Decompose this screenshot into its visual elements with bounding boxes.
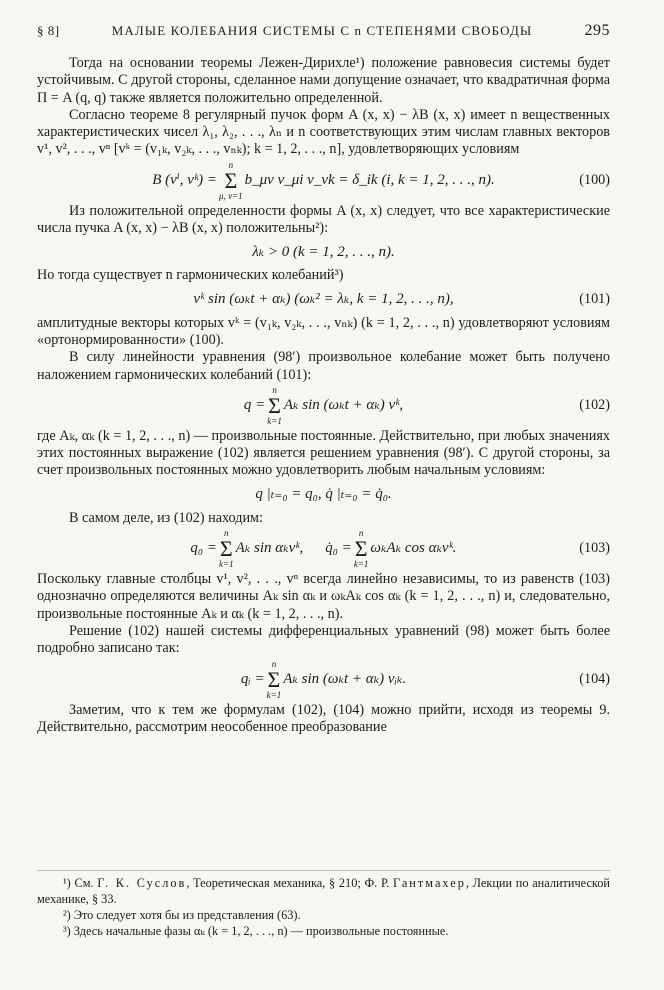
paragraph: Но тогда существует n гармонических колебаний³): [37, 267, 344, 284]
paragraph: амплитудные векторы которых vᵏ = (v₁ₖ, v₂ₖ, . . ., vₙₖ) (k = 1, 2, . . ., n) удовлетворяют условиям «ортонормированности» (100).: [37, 314, 610, 348]
equation-100: B (vⁱ, vᵏ) = n Σ μ, ν=1 b_μν v_μi v_νk = δ_ik (i, k = 1, 2, . . ., n). (100): [152, 159, 610, 201]
footnote-3: ³) Здесь начальные фазы αₖ (k = 1, 2, . . ., n) — произвольные постоянные.: [63, 924, 449, 938]
sum-symbol: n Σ k=1: [267, 384, 282, 426]
author-name: Г. К. Суслов: [97, 876, 187, 890]
equation-number: (101): [579, 291, 610, 308]
paragraph: где Aₖ, αₖ (k = 1, 2, . . ., n) — произвольные постоянные. Действительно, при любых значениях этих постоянных выражение (102) является решением уравнения (98′). С другой стороны, за счет произвольных постоянных можно удовлетворить любым начальным условиям:: [37, 427, 610, 479]
paragraph: В самом деле, из (102) находим:: [69, 509, 263, 526]
equation-number: (103): [579, 540, 610, 557]
footnote-2: ²) Это следует хотя бы из представления (63).: [63, 908, 301, 922]
paragraph: Из положительной определенности формы A (x, x) следует, что все характеристические числа пучка A (x, x) − λB (x, x) положительны²):: [37, 202, 610, 237]
running-title: МАЛЫЕ КОЛЕБАНИЯ СИСТЕМЫ С n СТЕПЕНЯМИ СВОБОДЫ: [111, 23, 533, 38]
sum-symbol: n Σ k=1: [266, 658, 282, 700]
footnotes: [37, 870, 610, 939]
paragraph: Тогда на основании теоремы Лежен-Дирихле¹) положение равновесия системы будет устойчивым. С другой стороны, сделанное нами допущение означает, что квадратичная форма Π = A (q, q) также является положительно определенной.: [37, 55, 610, 106]
equation-101: vᵏ sin (ωₖt + αₖ) (ωₖ² = λₖ, k = 1, 2, . . ., n), (101): [193, 291, 610, 308]
footnote-divider: [37, 870, 610, 871]
equation-number: (102): [579, 397, 610, 414]
author-name: Гантмахер: [393, 876, 466, 890]
sum-symbol: n Σ μ, ν=1: [219, 159, 243, 201]
equation-104: qᵢ = n Σ k=1 Aₖ sin (ωₖt + αₖ) vᵢₖ. (104): [240, 658, 610, 700]
main-text: [37, 55, 610, 736]
running-header: [37, 22, 610, 40]
equation-102: q = n Σ k=1 Aₖ sin (ωₖt + αₖ) vᵏ, (102): [243, 384, 610, 426]
equation-initial-conditions: q |ₜ₌₀ = q₀, q̇ |ₜ₌₀ = q̇₀.: [255, 486, 392, 503]
equation-number: (104): [579, 670, 610, 687]
sum-symbol: n Σ k=1: [353, 528, 369, 570]
section-mark: § 8]: [37, 23, 60, 38]
paragraph: Решение (102) нашей системы дифференциальных уравнений (98) может быть более подробно записано так:: [37, 622, 610, 657]
paragraph: В силу линейности уравнения (98′) произвольное колебание может быть получено наложением гармонических колебаний (101):: [37, 349, 610, 383]
footnote-1: ¹) См. Г. К. Суслов, Теоретическая механика, § 210; Ф. Р. Гантмахер, Лекции по аналитической механике, § 33.: [37, 876, 610, 906]
paragraph: Согласно теореме 8 регулярный пучок форм A (x, x) − λB (x, x) имеет n вещественных характеристических чисел λ₁, λ₂, . . ., λₙ и n соответствующих этим числам главных векторов v¹, v², . . ., vⁿ [vᵏ = (v₁ₖ, v₂ₖ, . . ., vₙₖ); k = 1, 2, . . ., n], удовлетворяющих условиям: [37, 106, 610, 158]
paragraph: Поскольку главные столбцы v¹, v², . . ., vⁿ всегда линейно независимы, то из равенств (103) однозначно определяются величины Aₖ sin αₖ и ωₖAₖ cos αₖ (k = 1, 2, . . ., n) и, следовательно, произвольные постоянные Aₖ и αₖ (k = 1, 2, . . ., n).: [37, 571, 610, 622]
equation-positivity: λₖ > 0 (k = 1, 2, . . ., n).: [252, 243, 395, 260]
equation-number: (100): [579, 172, 610, 189]
page-number: 295: [584, 22, 610, 39]
paragraph: Заметим, что к тем же формулам (102), (104) можно прийти, исходя из теоремы 9. Действительно, рассмотрим неособенное преобразование: [37, 701, 610, 735]
equation-103: q₀ = n Σ k=1 Aₖ sin αₖvᵏ, q̇₀ = n Σ k=1 ωₖAₖ cos αₖvᵏ. (103): [190, 528, 610, 570]
sum-symbol: n Σ k=1: [219, 528, 234, 570]
